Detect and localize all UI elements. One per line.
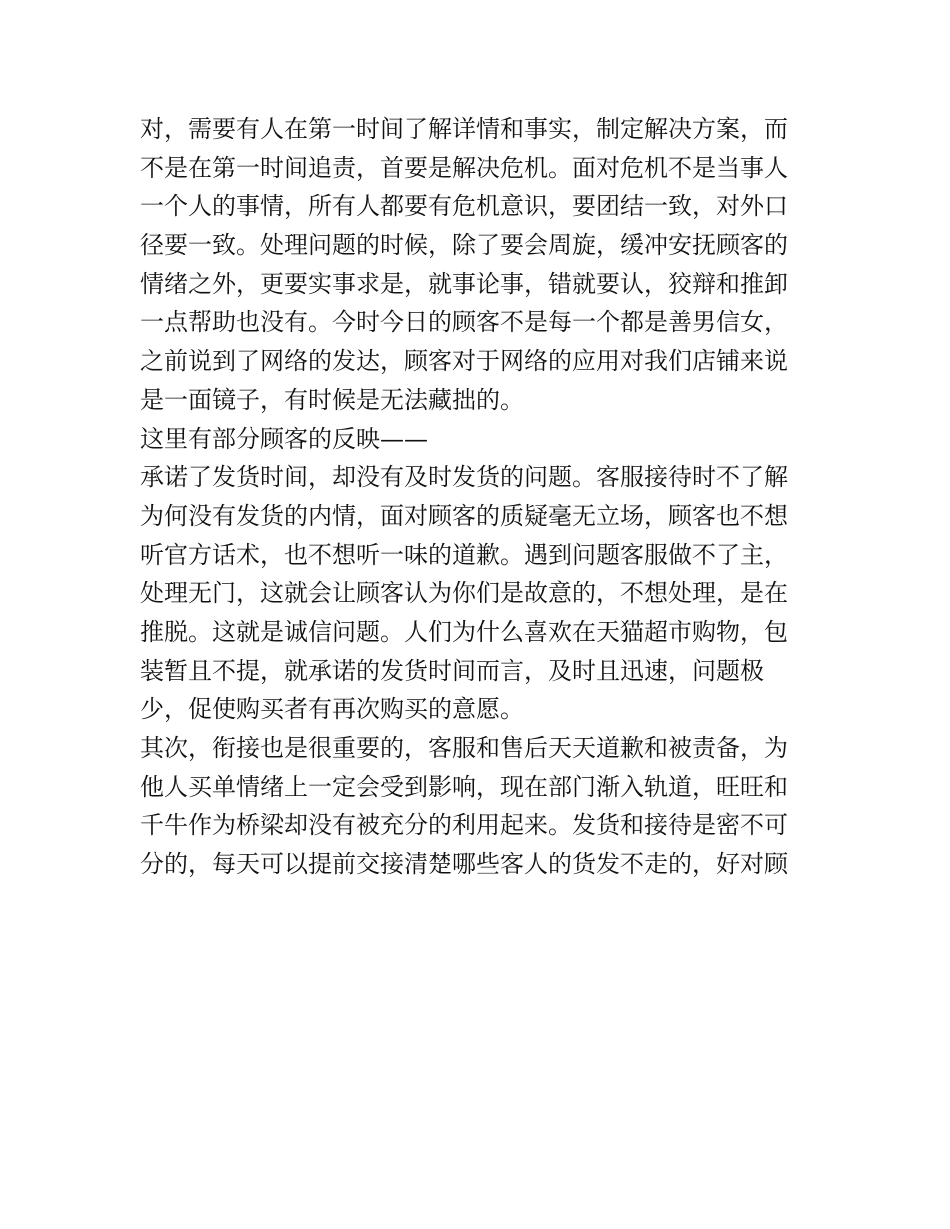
text-line: 为何没有发货的内情，面对顾客的质疑毫无立场，顾客也不想 — [140, 501, 788, 530]
text-line: 其次，衔接也是很重要的，客服和售后天天道歉和被责备，为 — [140, 734, 788, 762]
text-line: 千牛作为桥梁却没有被充分的利用起来。发货和接待是密不可 — [140, 811, 788, 840]
text-line: 是一面镜子，有时候是无法藏拙的。 — [140, 385, 524, 414]
text-line: 少，促使购买者有再次购买的意愿。 — [140, 695, 524, 724]
text-line: 对，需要有人在第一时间了解详情和事实，制定解决方案，而 — [140, 115, 788, 143]
text-line: 装暂且不提，就承诺的发货时间而言，及时且迅速，问题极 — [140, 656, 764, 685]
text-line: 分的，每天可以提前交接清楚哪些客人的货发不走的，好对顾 — [140, 850, 788, 879]
document-body — [140, 110, 820, 884]
text-line: 情绪之外，更要实事求是，就事论事，错就要认，狡辩和推卸 — [140, 269, 788, 298]
text-line: 不是在第一时间追责，首要是解决危机。面对危机不是当事人 — [140, 153, 788, 182]
text-line: 这里有部分顾客的反映—— — [140, 424, 428, 453]
text-line: 一个人的事情，所有人都要有危机意识，要团结一致，对外口 — [140, 192, 788, 221]
text-line: 处理无门，这就会让顾客认为你们是故意的，不想处理，是在 — [140, 579, 788, 608]
text-line: 推脱。这就是诚信问题。人们为什么喜欢在天猫超市购物，包 — [140, 617, 788, 646]
text-line: 他人买单情绪上一定会受到影响，现在部门渐入轨道，旺旺和 — [140, 772, 788, 801]
text-line: 听官方话术，也不想听一味的道歉。遇到问题客服做不了主， — [140, 540, 788, 569]
text-line: 承诺了发货时间，却没有及时发货的问题。客服接待时不了解 — [140, 463, 788, 492]
text-line: 一点帮助也没有。今时今日的顾客不是每一个都是善男信女， — [140, 308, 788, 337]
text-line: 径要一致。处理问题的时候，除了要会周旋，缓冲安抚顾客的 — [140, 231, 788, 260]
text-line: 之前说到了网络的发达，顾客对于网络的应用对我们店铺来说 — [140, 347, 788, 376]
